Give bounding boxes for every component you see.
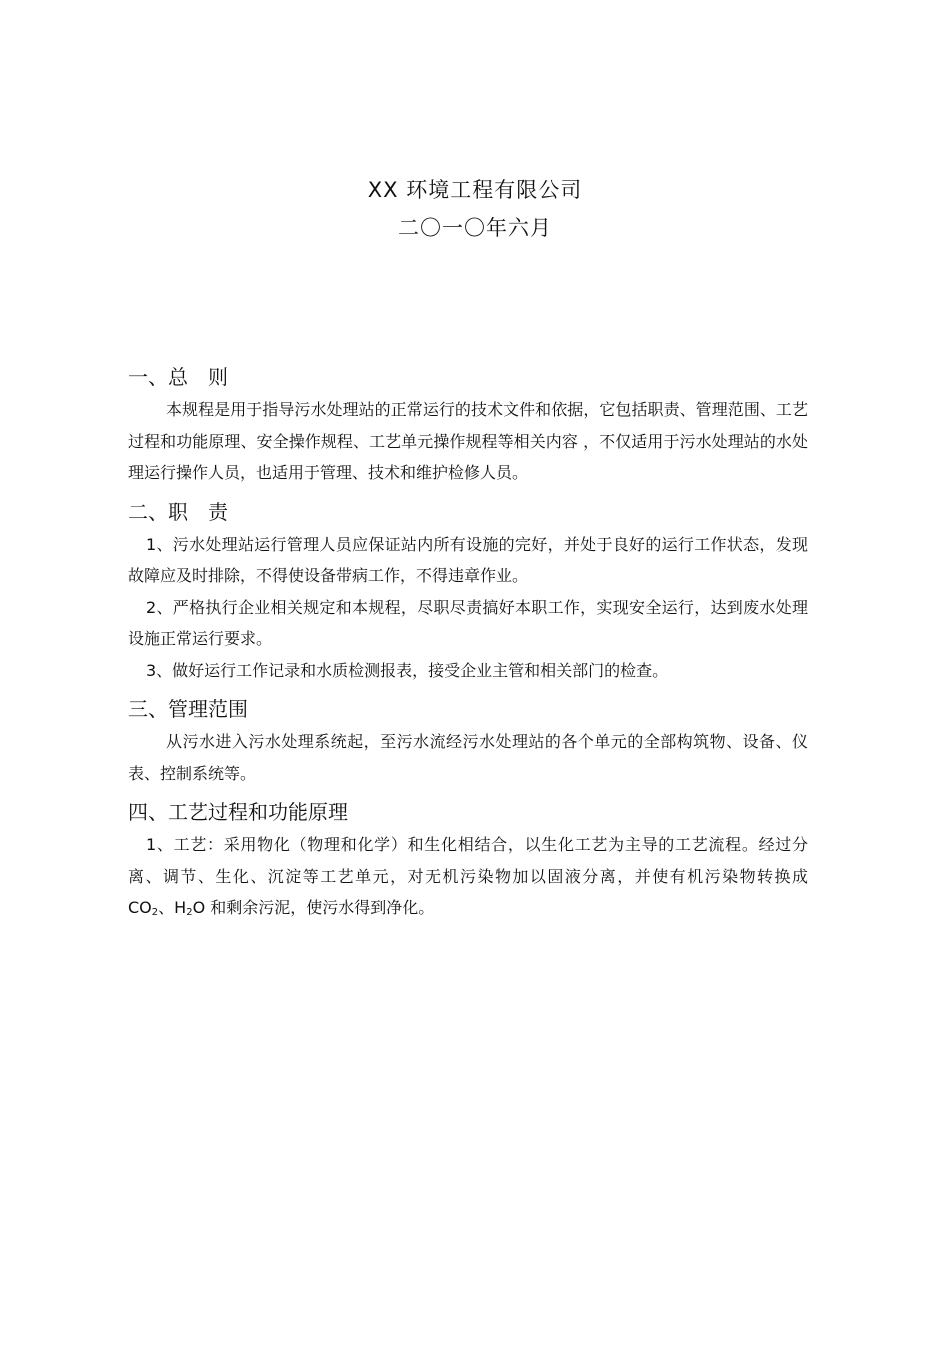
- document-body: [128, 360, 825, 935]
- section-heading-scope: 三、管理范围: [128, 697, 248, 721]
- duty-item-2: 2、严格执行企业相关规定和本规程，尽职尽责搞好本职工作，实现安全运行，达到废水处理设施正常运行要求。: [128, 597, 808, 648]
- section-heading-duty: 二、职 责: [128, 499, 228, 524]
- h2o-subscript: 2: [186, 907, 193, 918]
- section-heading-process: 四、工艺过程和功能原理: [128, 800, 348, 824]
- scope-paragraph: 从污水进入污水处理系统起，至污水流经污水处理站的各个单元的全部构筑物、设备、仪表、控制系统等。: [128, 732, 808, 783]
- process-item-1-text-a: 1、工艺：采用物化（物理和化学）和生化相结合，以生化工艺为主导的工艺流程。经过分离、调节、生化、沉淀等工艺单元，对无机污染物加以固液分离，并使有机污染物转换成 CO: [128, 835, 825, 917]
- process-item-1-text-b: 、H: [158, 898, 187, 917]
- process-item-1: [128, 829, 825, 929]
- company-name: XX 环境工程有限公司: [367, 178, 583, 202]
- document-date: 二〇一〇年六月: [398, 216, 552, 240]
- duty-item-3: 3、做好运行工作记录和水质检测报表，接受企业主管和相关部门的检查。: [146, 660, 669, 680]
- general-paragraph: 本规程是用于指导污水处理站的正常运行的技术文件和依据，它包括职责、管理范围、工艺过程和功能原理、安全操作规程、工艺单元操作规程等相关内容 ，不仅适用于污水处理站的水处理运行操作人员，也适用于管理、技术和维护检修人员。: [128, 400, 808, 482]
- duty-item-1: 1、污水处理站运行管理人员应保证站内所有设施的完好，并处于良好的运行工作状态，发现故障应及时排除，不得使设备带病工作，不得违章作业。: [128, 534, 808, 585]
- section-heading-general: 一、总 则: [128, 365, 228, 389]
- co2-subscript: 2: [151, 907, 159, 918]
- process-item-1-text-c: O 和剩余污泥，使污水得到净化。: [192, 898, 435, 917]
